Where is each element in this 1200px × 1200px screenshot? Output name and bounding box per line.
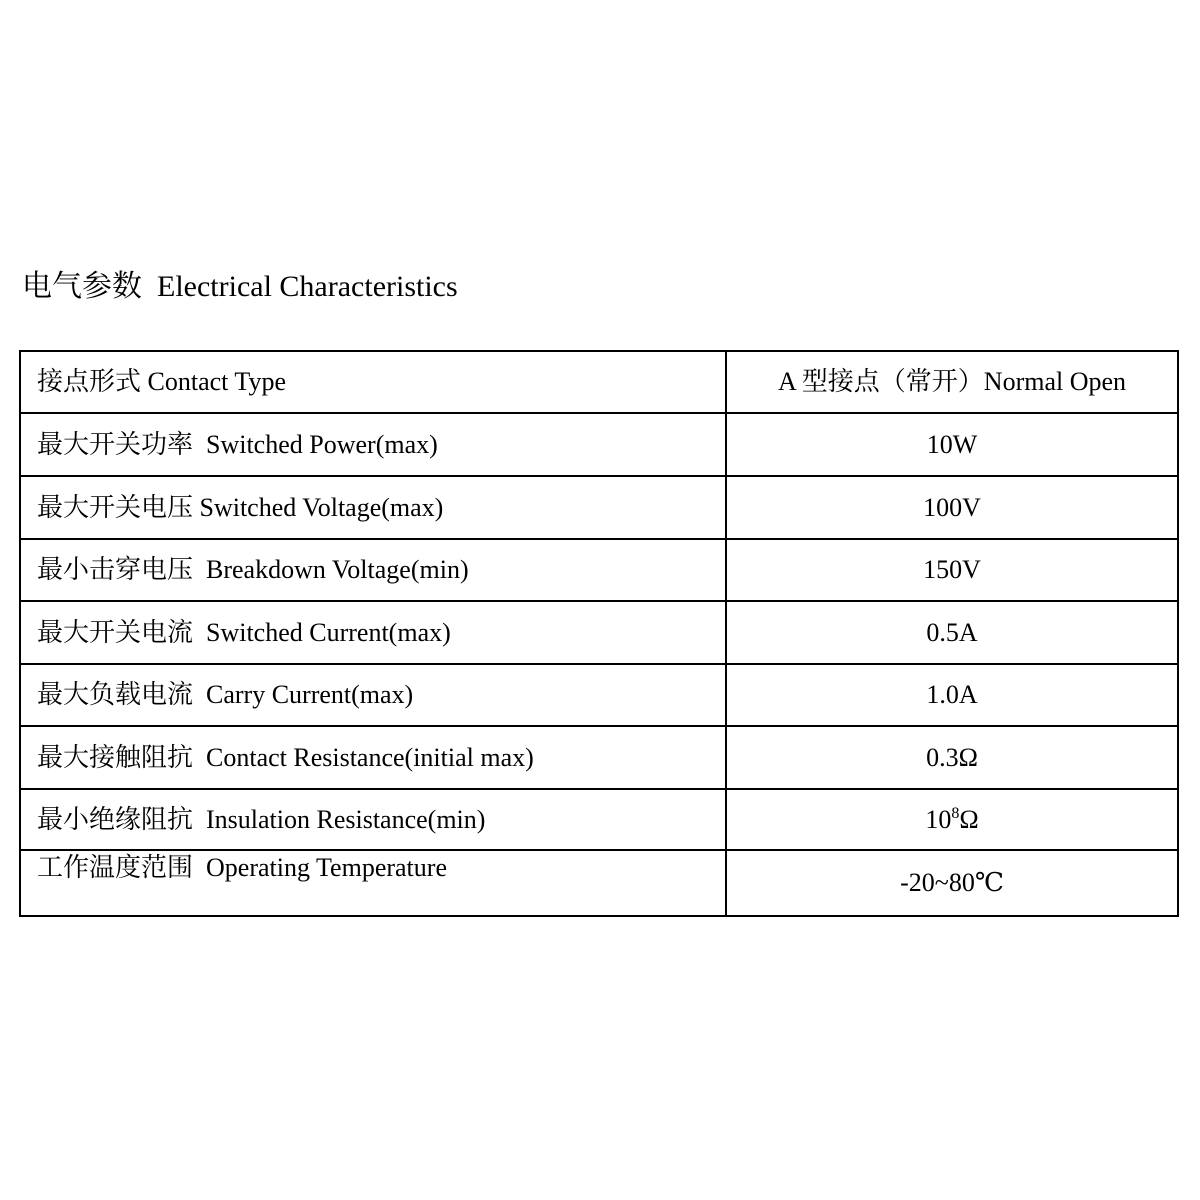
row-value: 1.0A xyxy=(726,664,1178,726)
row-value: 0.5A xyxy=(726,601,1178,664)
row-value: -20~80℃ xyxy=(726,850,1178,916)
electrical-characteristics-table xyxy=(19,350,1179,917)
value-base: 10 xyxy=(925,804,952,834)
row-value: 100V xyxy=(726,476,1178,539)
table-row xyxy=(20,726,1178,789)
value-unit: Ω xyxy=(959,804,979,834)
table-row xyxy=(20,476,1178,539)
row-label: 最大开关功率 Switched Power(max) xyxy=(20,413,726,476)
value-exponent: 8 xyxy=(951,804,960,822)
row-label: 接点形式 Contact Type xyxy=(20,351,726,413)
row-label: 工作温度范围 Operating Temperature xyxy=(20,850,726,916)
table-row xyxy=(20,351,1178,413)
table-row xyxy=(20,601,1178,664)
table-row xyxy=(20,664,1178,726)
row-label: 最大开关电流 Switched Current(max) xyxy=(20,601,726,664)
table-row xyxy=(20,789,1178,850)
table-row xyxy=(20,539,1178,601)
row-value: 0.3Ω xyxy=(726,726,1178,789)
row-label: 最大接触阻抗 Contact Resistance(initial max) xyxy=(20,726,726,789)
row-value: 150V xyxy=(726,539,1178,601)
row-value: 10W xyxy=(726,413,1178,476)
row-value: A 型接点（常开）Normal Open xyxy=(726,351,1178,413)
row-label: 最小绝缘阻抗 Insulation Resistance(min) xyxy=(20,789,726,850)
row-label: 最大开关电压 Switched Voltage(max) xyxy=(20,476,726,539)
row-label: 最小击穿电压 Breakdown Voltage(min) xyxy=(20,539,726,601)
row-label: 最大负载电流 Carry Current(max) xyxy=(20,664,726,726)
table-row xyxy=(20,413,1178,476)
page-title: 电气参数 Electrical Characteristics xyxy=(22,270,458,303)
row-value xyxy=(726,789,1178,850)
table-row xyxy=(20,850,1178,916)
